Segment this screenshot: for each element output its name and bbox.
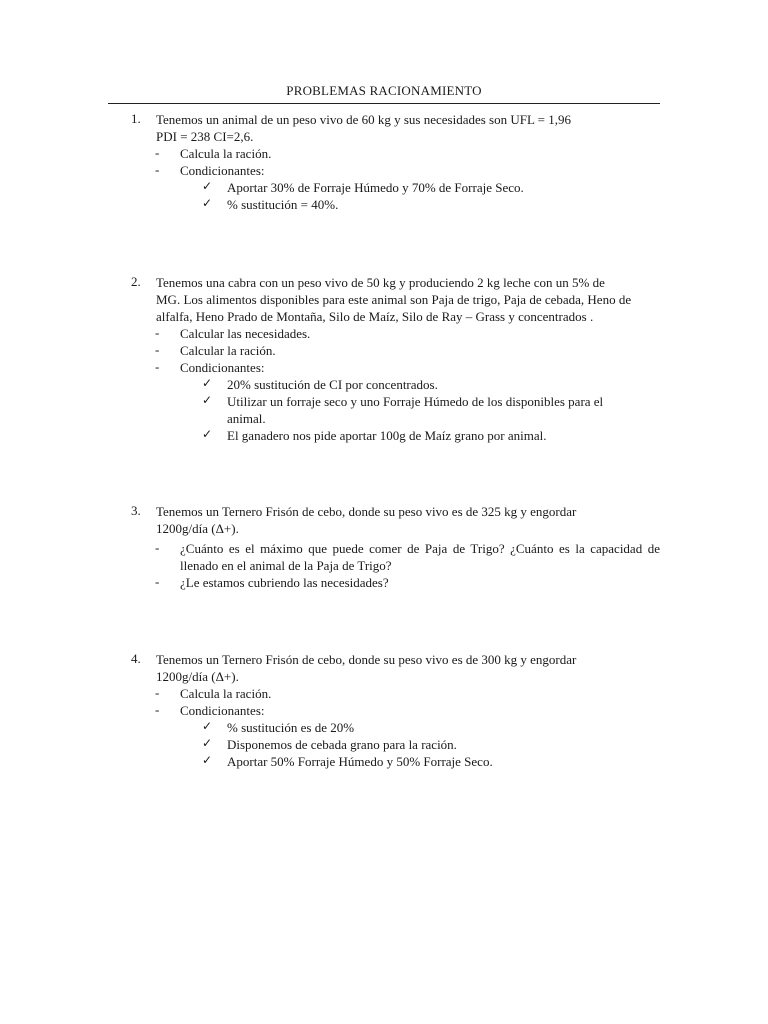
statement-line: PDI = 238 CI=2,6. xyxy=(156,129,254,144)
dash-bullet: - xyxy=(155,145,160,160)
dash-bullet: - xyxy=(155,702,160,717)
dash-bullet: - xyxy=(155,342,160,357)
task-text: Calcular la ración. xyxy=(180,343,276,358)
problem-statement xyxy=(156,274,661,325)
problem-number: 2. xyxy=(131,274,141,289)
problem-number: 1. xyxy=(131,111,141,126)
problem-statement xyxy=(156,111,661,145)
condition-text: Utilizar un forraje seco y uno Forraje Húmedo de los disponibles para el animal. xyxy=(227,394,604,426)
statement-line: MG. Los alimentos disponibles para este animal son Paja de trigo, Paja de cebada, Heno de xyxy=(156,292,632,307)
statement-line: 1200g/día (Δ+). xyxy=(156,521,239,536)
dash-bullet: - xyxy=(155,325,160,340)
statement-line: Tenemos un Ternero Frisón de cebo, donde su peso vivo es de 300 kg y engordar xyxy=(156,652,577,667)
checkmark-icon: ✓ xyxy=(202,736,213,750)
checkmark-icon: ✓ xyxy=(202,376,213,390)
page-title: PROBLEMAS RACIONAMIENTO xyxy=(286,83,482,98)
condition-text: El ganadero nos pide aportar 100g de Maíz grano por animal. xyxy=(227,428,547,443)
task-text: Condicionantes: xyxy=(180,360,265,375)
checkmark-icon: ✓ xyxy=(202,719,213,733)
task-text: Condicionantes: xyxy=(180,703,265,718)
statement-line: Tenemos un Ternero Frisón de cebo, donde su peso vivo es de 325 kg y engordar xyxy=(156,504,577,519)
dash-bullet: - xyxy=(155,685,160,700)
title-underline xyxy=(108,103,660,104)
checkmark-icon: ✓ xyxy=(202,179,213,193)
problem-number: 4. xyxy=(131,651,141,666)
problem-number: 3. xyxy=(131,503,141,518)
checkmark-icon: ✓ xyxy=(202,393,213,407)
checkmark-icon: ✓ xyxy=(202,196,213,210)
checkmark-icon: ✓ xyxy=(202,427,213,441)
statement-line: alfalfa, Heno Prado de Montaña, Silo de Maíz, Silo de Ray – Grass y concentrados . xyxy=(156,309,594,324)
condition-text: % sustitución es de 20% xyxy=(227,720,355,735)
task-text: Calcula la ración. xyxy=(180,686,272,701)
statement-line: Tenemos un animal de un peso vivo de 60 kg y sus necesidades son UFL = 1,96 xyxy=(156,112,572,127)
condition-text: Disponemos de cebada grano para la ración. xyxy=(227,737,457,752)
dash-bullet: - xyxy=(155,574,160,589)
condition-text: Aportar 30% de Forraje Húmedo y 70% de Forraje Seco. xyxy=(227,180,524,195)
task-text: Calcula la ración. xyxy=(180,146,272,161)
task-text: Condicionantes: xyxy=(180,163,265,178)
task-text: Calcular las necesidades. xyxy=(180,326,311,341)
statement-line: 1200g/día (Δ+). xyxy=(156,669,239,684)
task-text: ¿Le estamos cubriendo las necesidades? xyxy=(180,575,389,590)
condition-text: 20% sustitución de CI por concentrados. xyxy=(227,377,438,392)
checkmark-icon: ✓ xyxy=(202,753,213,767)
condition-text: Aportar 50% Forraje Húmedo y 50% Forraje Seco. xyxy=(227,754,493,769)
task-text: ¿Cuánto es el máximo que puede comer de Paja de Trigo? ¿Cuánto es la capacidad de llenado en el animal de la Paja de Trigo? xyxy=(180,541,660,573)
dash-bullet: - xyxy=(155,162,160,177)
condition-text: % sustitución = 40%. xyxy=(227,197,339,212)
statement-line: Tenemos una cabra con un peso vivo de 50 kg y produciendo 2 kg leche con un 5% de xyxy=(156,275,605,290)
problem-statement xyxy=(156,503,661,537)
problem-statement xyxy=(156,651,661,685)
dash-bullet: - xyxy=(155,540,160,555)
dash-bullet: - xyxy=(155,359,160,374)
